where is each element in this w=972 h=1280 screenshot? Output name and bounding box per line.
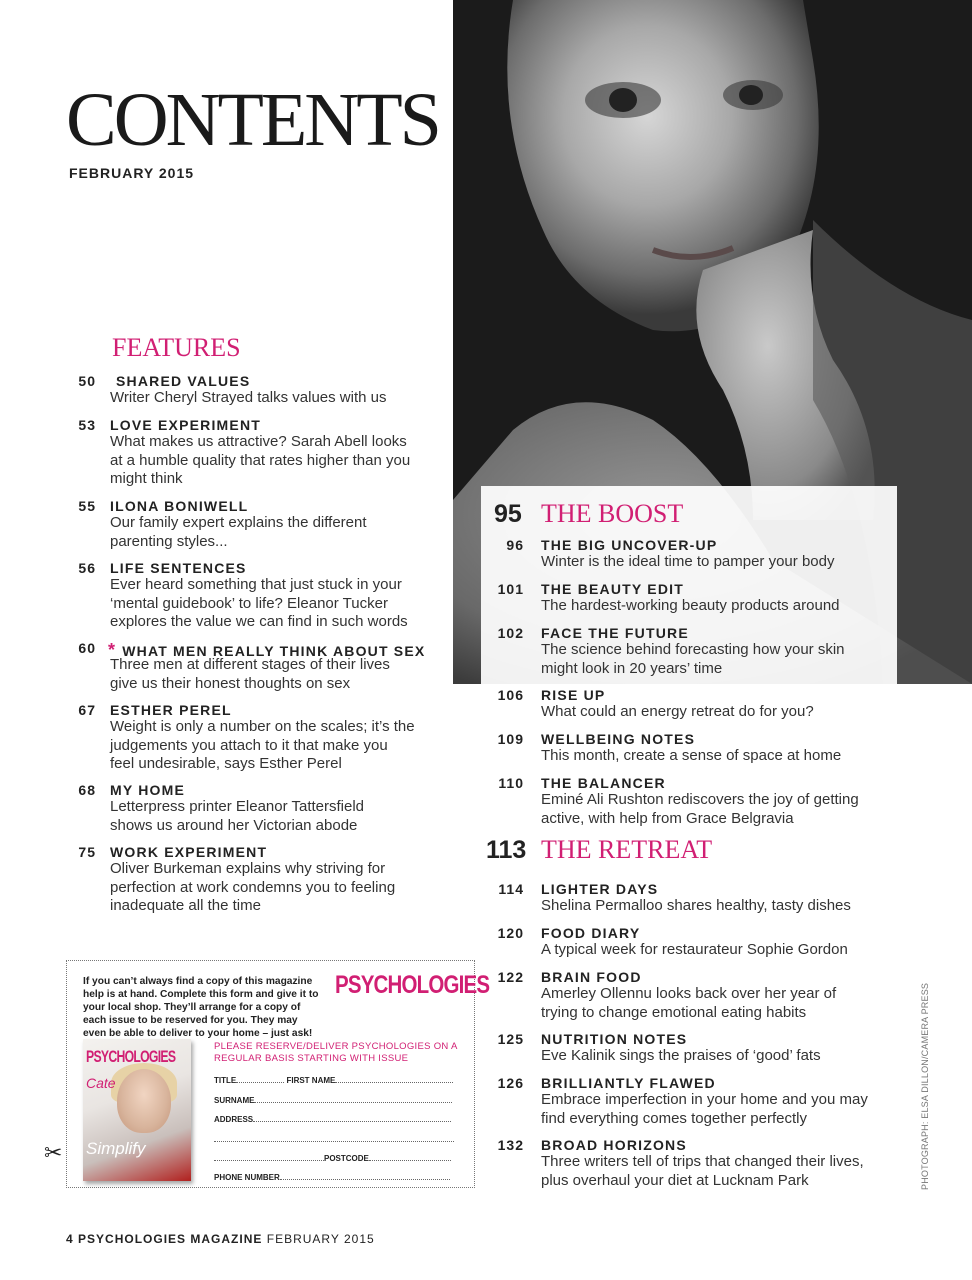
postcode-field[interactable]: POSTCODE bbox=[214, 1152, 451, 1163]
page-number: 106 bbox=[497, 687, 524, 703]
entry-description: Amerley Ollennu looks back over her year of trying to change emotional eating habits bbox=[541, 985, 837, 1021]
section-page-number: 95 bbox=[494, 500, 522, 528]
cover-logo: PSYCHOLOGIES bbox=[86, 1047, 176, 1066]
entry-description: Oliver Burkeman explains why striving for perfection at work condemns you to feeling inadequate all the time bbox=[110, 860, 396, 914]
entry-title: ILONA BONIWELL bbox=[110, 498, 249, 514]
entry-description: Ever heard something that just stuck in your ‘mental guidebook’ to life? Eleanor Tucker explores the value we can find in such words bbox=[110, 576, 408, 630]
page-number: 114 bbox=[498, 881, 524, 897]
section-page-number: 113 bbox=[486, 836, 527, 864]
cover-name: Cate bbox=[86, 1075, 116, 1091]
form-intro: If you can’t always find a copy of this magazine help is at hand. Complete this form and give it to your local shop. They’ll arrange for a copy of each issue to be reserved for you. They may even be able to deliver to your home – just ask! bbox=[83, 976, 319, 1039]
entry-description: Our family expert explains the different parenting styles... bbox=[110, 514, 367, 550]
address-field[interactable]: ADDRESS bbox=[214, 1113, 451, 1124]
page-number: 126 bbox=[497, 1075, 524, 1091]
entry-title: RISE UP bbox=[541, 687, 606, 703]
entry-title: ESTHER PEREL bbox=[110, 702, 232, 718]
page-number: 50 bbox=[78, 373, 96, 389]
footer-magazine: PSYCHOLOGIES MAGAZINE bbox=[78, 1232, 263, 1246]
first-name-field[interactable]: FIRST NAME bbox=[286, 1076, 336, 1085]
entry-description: What makes us attractive? Sarah Abell looks at a humble quality that rates higher than you might think bbox=[110, 433, 411, 487]
entry-description: What could an energy retreat do for you? bbox=[541, 703, 814, 720]
page-number: 56 bbox=[78, 560, 96, 576]
page-number: 67 bbox=[78, 702, 96, 718]
phone-field[interactable]: PHONE NUMBER bbox=[214, 1171, 450, 1182]
page-number: 75 bbox=[78, 844, 96, 860]
star-icon: * bbox=[108, 640, 117, 660]
entry-title: THE BEAUTY EDIT bbox=[541, 581, 684, 597]
entry-title: BROAD HORIZONS bbox=[541, 1137, 687, 1153]
entry-title: THE BIG UNCOVER-UP bbox=[541, 537, 718, 553]
entry-description: Weight is only a number on the scales; it’s the judgements you attach to it that make you feel undesirable, says Esther Perel bbox=[110, 718, 415, 772]
page-number: 120 bbox=[497, 925, 524, 941]
footer-date: FEBRUARY 2015 bbox=[266, 1232, 375, 1246]
scissors-icon: ✂ bbox=[44, 1140, 63, 1165]
page-number: 102 bbox=[497, 625, 524, 641]
entry-title: NUTRITION NOTES bbox=[541, 1031, 688, 1047]
entry-title: LIFE SENTENCES bbox=[110, 560, 247, 576]
reserve-text: PLEASE RESERVE/DELIVER PSYCHOLOGIES ON A REGULAR BASIS STARTING WITH ISSUE bbox=[214, 1041, 458, 1064]
magazine-cover-thumbnail bbox=[83, 1039, 191, 1181]
retreat-heading: THE RETREAT bbox=[541, 835, 713, 864]
cover-face bbox=[117, 1069, 171, 1133]
address-line-2[interactable] bbox=[214, 1133, 454, 1144]
entry-title: THE BALANCER bbox=[541, 775, 666, 791]
entry-title: * WHAT MEN REALLY THINK ABOUT SEX bbox=[108, 640, 426, 660]
issue-date: FEBRUARY 2015 bbox=[69, 165, 195, 181]
entry-description: The science behind forecasting how your skin might look in 20 years’ time bbox=[541, 641, 845, 677]
entry-description: Three writers tell of trips that changed their lives, plus overhaul your diet at Lucknam Park bbox=[541, 1153, 864, 1189]
entry-title: BRILLIANTLY FLAWED bbox=[541, 1075, 716, 1091]
page-number: 53 bbox=[78, 417, 96, 433]
entry-title: FACE THE FUTURE bbox=[541, 625, 689, 641]
entry-title: WELLBEING NOTES bbox=[541, 731, 696, 747]
page-number: 101 bbox=[497, 581, 524, 597]
entry-description: Eminé Ali Rushton rediscovers the joy of getting active, with help from Grace Belgravia bbox=[541, 791, 859, 827]
page-number: 55 bbox=[78, 498, 96, 514]
entry-description: Letterpress printer Eleanor Tattersfield shows us around her Victorian abode bbox=[110, 798, 365, 834]
entry-description: A typical week for restaurateur Sophie Gordon bbox=[541, 941, 848, 958]
page-number: 125 bbox=[497, 1031, 524, 1047]
entry-description: Writer Cheryl Strayed talks values with us bbox=[110, 389, 387, 406]
page-number: 122 bbox=[497, 969, 524, 985]
entry-description: Shelina Permalloo shares healthy, tasty dishes bbox=[541, 897, 851, 914]
entry-description: Three men at different stages of their lives give us their honest thoughts on sex bbox=[110, 656, 390, 692]
surname-field[interactable]: SURNAME bbox=[214, 1094, 452, 1105]
entry-description: Winter is the ideal time to pamper your body bbox=[541, 553, 835, 570]
page-footer bbox=[66, 1232, 375, 1246]
page-number: 109 bbox=[497, 731, 524, 747]
entry-title: SHARED VALUES bbox=[116, 373, 251, 389]
entry-description: Embrace imperfection in your home and you may find everything comes together perfectly bbox=[541, 1091, 868, 1127]
entry-description: The hardest-working beauty products around bbox=[541, 597, 840, 614]
entry-title: LIGHTER DAYS bbox=[541, 881, 659, 897]
features-heading: FEATURES bbox=[112, 333, 241, 362]
entry-description: Eve Kalinik sings the praises of ‘good’ fats bbox=[541, 1047, 821, 1064]
reservation-form bbox=[66, 960, 490, 1188]
psychologies-logo: PSYCHOLOGIES bbox=[335, 971, 490, 999]
entry-title: BRAIN FOOD bbox=[541, 969, 642, 985]
entry-description: This month, create a sense of space at home bbox=[541, 747, 842, 764]
entry-title: MY HOME bbox=[110, 782, 186, 798]
entry-title: WORK EXPERIMENT bbox=[110, 844, 268, 860]
cover-tagline: Simplify bbox=[86, 1139, 146, 1158]
boost-heading: THE BOOST bbox=[541, 499, 684, 528]
page-number: 60 bbox=[78, 640, 96, 656]
entry-title: LOVE EXPERIMENT bbox=[110, 417, 262, 433]
page-number: 96 bbox=[506, 537, 524, 553]
page-title: CONTENTS bbox=[66, 78, 439, 162]
entry-title: FOOD DIARY bbox=[541, 925, 641, 941]
title-field[interactable]: TITLE FIRST NAME bbox=[214, 1074, 453, 1085]
page-number: 132 bbox=[497, 1137, 524, 1153]
page-number: 68 bbox=[78, 782, 96, 798]
footer-page-number: 4 bbox=[66, 1232, 74, 1246]
photo-credit: PHOTOGRAPH: ELSA DILLON/CAMERA PRESS bbox=[920, 982, 930, 1190]
page-number: 110 bbox=[498, 775, 524, 791]
